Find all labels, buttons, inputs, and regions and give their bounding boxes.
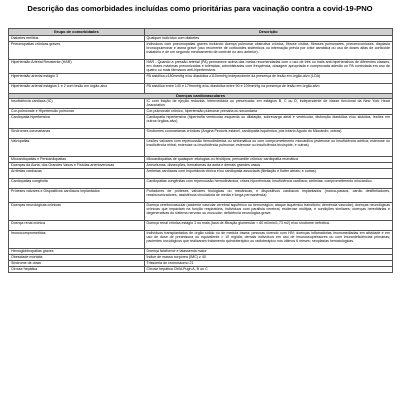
group-cell: Doença renal crônica [9,221,145,231]
column-header-description: Descrição [144,29,392,36]
table-row [9,231,393,249]
table-row [9,221,393,231]
description-cell: Cardiopatias congênitas com repercussão hemodinâmica, crises hipoxêmicas; insuficiência cardíaca; arritmias; comprometimento miocárdico. [144,179,392,189]
description-cell: Indivíduos com pneumopatias graves incluindo doença pulmonar obstrutiva crônica, fibrose cística, fibroses pulmonares, pneumoconioses, displasia broncopulmonar e asma grave (uso recorrente de corticoides sistêmicos ou internação prévia por crise asmática ou uso de doses altas de corticoide inalatório e de um segundo medicamento de controle no ano anterior). [144,42,392,60]
description-cell: Cirrose hepática Child-Pugh A, B ou C [144,267,392,273]
group-cell: Doenças da Aorta, dos Grandes Vasos e Fístulas arteriovenosas [9,163,145,169]
group-cell: Síndrome de down [9,261,145,267]
description-cell: Doença renal crônica estágio 3 ou mais (taxa de filtração glomerular < 60 ml/min/1,73 m2) e/ou síndrome nefrótica. [144,221,392,231]
group-cell: Obesidade mórbida [9,255,145,261]
table-header-row [9,29,393,36]
group-cell: Hipertensão arterial estágios 1 e 2 com lesão em órgão-alvo [9,84,145,94]
table-row [9,99,393,109]
group-cell: Hemoglobinopatias graves [9,249,145,255]
table-row [9,84,393,94]
table-row [9,115,393,129]
table-row [9,129,393,139]
column-header-group: Grupo de comorbidades [9,29,145,36]
description-cell: PA sistólica entre 140 e 179mmHg e/ou diastólica entre 90 e 109mmHg na presença de lesão em órgão-alvo [144,84,392,94]
table-row [9,60,393,74]
group-cell: Imunocomprometidos [9,231,145,249]
description-cell: Doença cerebrovascular (acidente vascular cerebral isquêmico ou hemorrágico; ataque isquêmico transitório; demência vascular); doenças neurológicas crônicas que impactam na função respiratória, indivíduos com paralisia cerebral, esclerose múltipla, e condições similares; doenças hereditárias e degenerativas do sistema nervoso ou muscular; deficiência neurológica grave. [144,203,392,221]
description-cell: Trissomia do cromossomo 21 [144,261,392,267]
description-cell: Qualquer indivíduo com diabetes [144,36,392,42]
description-cell: Aneurismas, dissecções, hematomas da aorta e demais grandes vasos [144,163,392,169]
table-row [9,139,393,157]
group-cell: Hipertensão arterial estágio 3 [9,74,145,84]
description-cell: Doença falciforme e talassemia maior [144,249,392,255]
group-cell: Miocardiopatias e Pericardiopatias [9,157,145,163]
description-cell: IC com fração de ejeção reduzida, intermediária ou preservada; em estágios B, C ou D, independente de classe funcional da New York Heart Association [144,99,392,109]
comorbidities-table [8,28,393,273]
section-header-cardiovascular: Doenças cardiovasculares [9,94,393,99]
group-cell: Síndromes coronarianas [9,129,145,139]
group-cell: Arritmias cardíacas [9,169,145,179]
table-row [9,203,393,221]
group-cell: Próteses valvares e Dispositivos cardíacos implantados [9,189,145,203]
table-row [9,169,393,179]
description-cell: Lesões valvares com repercussão hemodinâmica ou sintomática ou com comprometimento miocárdico (estenose ou insuficiência aórtica; estenose ou insuficiência mitral; estenose ou insuficiência pulmonar; estenose ou insuficiência tricúspide, e outras) [144,139,392,157]
table-row [9,42,393,60]
description-cell: Índice de massa corpórea (IMC) ≥ 40 [144,255,392,261]
description-cell: Miocardiopatias de quaisquer etiologias ou fenótipos; pericardite crônica; cardiopatia reumática [144,157,392,163]
description-cell: Síndromes coronarianas crônicas (Angina Pectoris estável, cardiopatia isquêmica, pós Infarto Agudo do Miocárdio, outras) [144,129,392,139]
table-row [9,179,393,189]
group-cell: Pneumopatias crônicas graves [9,42,145,60]
group-cell: Cardiopatias congênita [9,179,145,189]
group-cell: Valvopatias [9,139,145,157]
table-row [9,74,393,84]
group-cell: Hipertensão Arterial Resistente (HAR) [9,60,145,74]
description-cell: Portadores de próteses valvares biológicas ou mecânicas; e dispositivos cardíacos implantados (marca-passos, cardio desfibriladores, ressincronizadores, assistência circulatória de média e longa permanência) [144,189,392,203]
group-cell: Cor-pulmonale e Hipertensão pulmonar [9,109,145,115]
description-cell: Indivíduos transplantados de órgão sólido ou de medula óssea; pessoas vivendo com HIV; doenças inflamatórias imunomediadas em atividade e em uso de dose de prednisona ou equivalente > 10 mg/dia; demais indivíduos em uso de imunossupressores ou com imunodeficiências primárias; pacientes oncológicos que realizaram tratamento quimioterápico ou radioterápico nos últimos 6 meses; neoplasias hematológicas. [144,231,392,249]
description-cell: Cor-pulmonale crônico, hipertensão pulmonar primária ou secundária [144,109,392,115]
group-cell: Diabetes mellitus [9,36,145,42]
group-cell: Cardiopatia hipertensiva [9,115,145,129]
description-cell: Cardiopatia hipertensiva (hipertrofia ventricular esquerda ou dilatação, sobrecarga atrial e ventricular, disfunção diastólica e/ou sistólica, lesões em outros órgãos-alvo) [144,115,392,129]
group-cell: Cirrose hepática [9,267,145,273]
group-cell: Doenças neurológicas crônicas [9,203,145,221]
description-cell: HAR - Quando a pressão arterial (PA) permanece acima das metas recomendadas com o uso de três ou mais anti-hipertensivos de diferentes classes, em doses máximas preconizadas e toleradas, administradas com frequência, dosagem apropriada e comprovada adesão ou PA controlada em uso de quatro ou mais fármacos anti-hipertensivos [144,60,392,74]
table-row [9,189,393,203]
description-cell: Arritmias cardíacas com importância clínica e/ou cardiopatia associada (fibrilação e flutter atriais; e outras) [144,169,392,179]
table-row [9,267,393,273]
page-title: Descrição das comorbidades incluídas como prioritárias para vacinação contra a covid-19-PNO [27,4,373,13]
description-cell: PA sistólica ≥180mmHg e/ou diastólica ≥110mmHg independente da presença de lesão em órgão-alvo (LOA) [144,74,392,84]
group-cell: Insuficiência cardíaca (IC) [9,99,145,109]
